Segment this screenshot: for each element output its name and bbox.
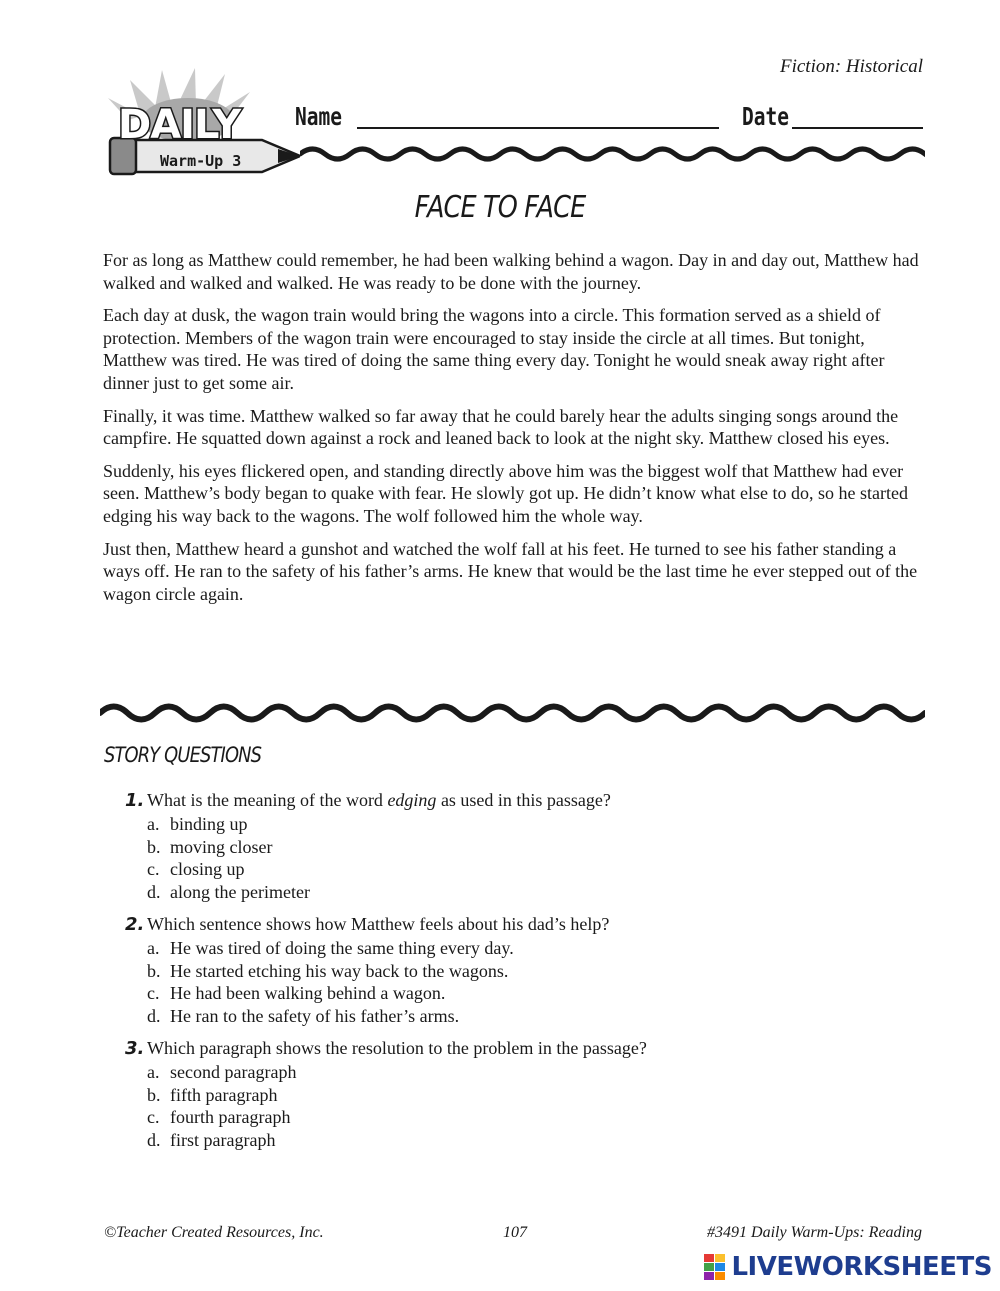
option-letter: d. — [147, 882, 161, 903]
option-text: He had been walking behind a wagon. — [170, 983, 446, 1004]
footer-page-number: 107 — [503, 1224, 527, 1241]
genre-label: Fiction: Historical — [779, 56, 923, 77]
blocks-icon — [703, 1253, 727, 1281]
option-letter: c. — [147, 859, 160, 880]
answer-option[interactable] — [125, 960, 925, 983]
footer-book-title: #3491 Daily Warm-Ups: Reading — [707, 1224, 922, 1241]
option-letter: c. — [147, 1107, 160, 1128]
question-text-end: as used in this passage? — [436, 790, 611, 810]
option-text: first paragraph — [170, 1130, 276, 1151]
answer-option[interactable] — [125, 813, 925, 836]
answer-option[interactable] — [125, 836, 925, 859]
answer-option[interactable] — [125, 1106, 925, 1129]
option-text: moving closer — [170, 836, 273, 857]
option-letter: b. — [147, 960, 161, 981]
story-title: FACE TO FACE — [414, 190, 586, 225]
option-letter: a. — [147, 1061, 160, 1082]
question-text: Which paragraph shows the resolution to the problem in the passage? — [147, 1038, 647, 1058]
option-text: fifth paragraph — [170, 1084, 278, 1105]
option-text: He started etching his way back to the wagons. — [170, 960, 509, 981]
name-field[interactable] — [357, 127, 719, 129]
question-text: What is the meaning of the word — [147, 790, 388, 810]
answer-option[interactable] — [125, 1129, 925, 1152]
wavy-divider — [100, 696, 925, 730]
option-text: fourth paragraph — [170, 1107, 291, 1128]
option-text: binding up — [170, 813, 248, 834]
story-passage — [103, 249, 933, 615]
question-keyword: edging — [387, 790, 437, 810]
passage-paragraph: Suddenly, his eyes flickered open, and standing directly above him was the biggest wolf that Matthew had ever seen. Matthew’s body began to quake with fear. He slowly got up. He didn’t know what else to do, so he started edging his way back to the wagons. The wolf followed him the whole way. — [103, 460, 909, 526]
wavy-divider — [300, 140, 925, 168]
option-text: along the perimeter — [170, 882, 310, 903]
question-2 — [125, 913, 925, 1028]
option-text: He ran to the safety of his father’s arms. — [170, 1006, 460, 1027]
option-letter: d. — [147, 1130, 161, 1151]
passage-paragraph: Each day at dusk, the wagon train would bring the wagons into a circle. This formation served as a shield of protection. Members of the wagon train were encouraged to stay inside the circle at all times. But tonight, Matthew was tired. He was tired of doing the same thing every day. Tonight he would sneak away right after dinner just to get some air. — [103, 305, 885, 393]
logo-subtitle: Warm-Up 3 — [160, 152, 242, 170]
question-1 — [125, 789, 925, 904]
option-letter: d. — [147, 1006, 161, 1027]
option-letter: b. — [147, 836, 161, 857]
option-text: closing up — [170, 859, 245, 880]
date-label: Date — [742, 102, 789, 131]
answer-option[interactable] — [125, 1061, 925, 1084]
question-number: 2. — [125, 914, 145, 935]
answer-option[interactable] — [125, 881, 925, 904]
logo-word: DAILY — [118, 102, 241, 148]
date-field[interactable] — [792, 127, 923, 129]
name-label: Name — [295, 102, 342, 131]
questions-heading: STORY QUESTIONS — [104, 743, 262, 767]
footer-copyright: ©Teacher Created Resources, Inc. — [104, 1224, 324, 1241]
question-text: Which sentence shows how Matthew feels about his dad’s help? — [147, 914, 610, 934]
question-3 — [125, 1037, 925, 1152]
option-letter: b. — [147, 1084, 161, 1105]
brand-name: LIVEWORKSHEETS — [731, 1252, 992, 1282]
daily-warmup-logo — [100, 58, 300, 186]
passage-paragraph: Finally, it was time. Matthew walked so far away that he could barely hear the adults singing songs around the campfire. He squatted down against a rock and leaned back to look at the night sky. Matthew closed his eyes. — [103, 405, 899, 449]
liveworksheets-logo[interactable] — [703, 1252, 992, 1282]
option-letter: a. — [147, 813, 160, 834]
passage-paragraph: For as long as Matthew could remember, he had been walking behind a wagon. Day in and day out, Matthew had walked and walked and walked. He was ready to be done with the journey. — [103, 250, 919, 293]
passage-paragraph: Just then, Matthew heard a gunshot and watched the wolf fall at his feet. He turned to see his father standing a ways off. He ran to the safety of his father’s arms. He knew that would be the last time he ever stepped out of the wagon circle again. — [103, 538, 918, 604]
answer-option[interactable] — [125, 937, 925, 960]
option-letter: a. — [147, 937, 160, 958]
answer-option[interactable] — [125, 982, 925, 1005]
option-text: He was tired of doing the same thing every day. — [170, 937, 514, 958]
answer-option[interactable] — [125, 1005, 925, 1028]
option-text: second paragraph — [170, 1061, 297, 1082]
question-number: 1. — [125, 790, 145, 811]
question-number: 3. — [125, 1038, 145, 1059]
option-letter: c. — [147, 983, 160, 1004]
answer-option[interactable] — [125, 1084, 925, 1107]
answer-option[interactable] — [125, 858, 925, 881]
